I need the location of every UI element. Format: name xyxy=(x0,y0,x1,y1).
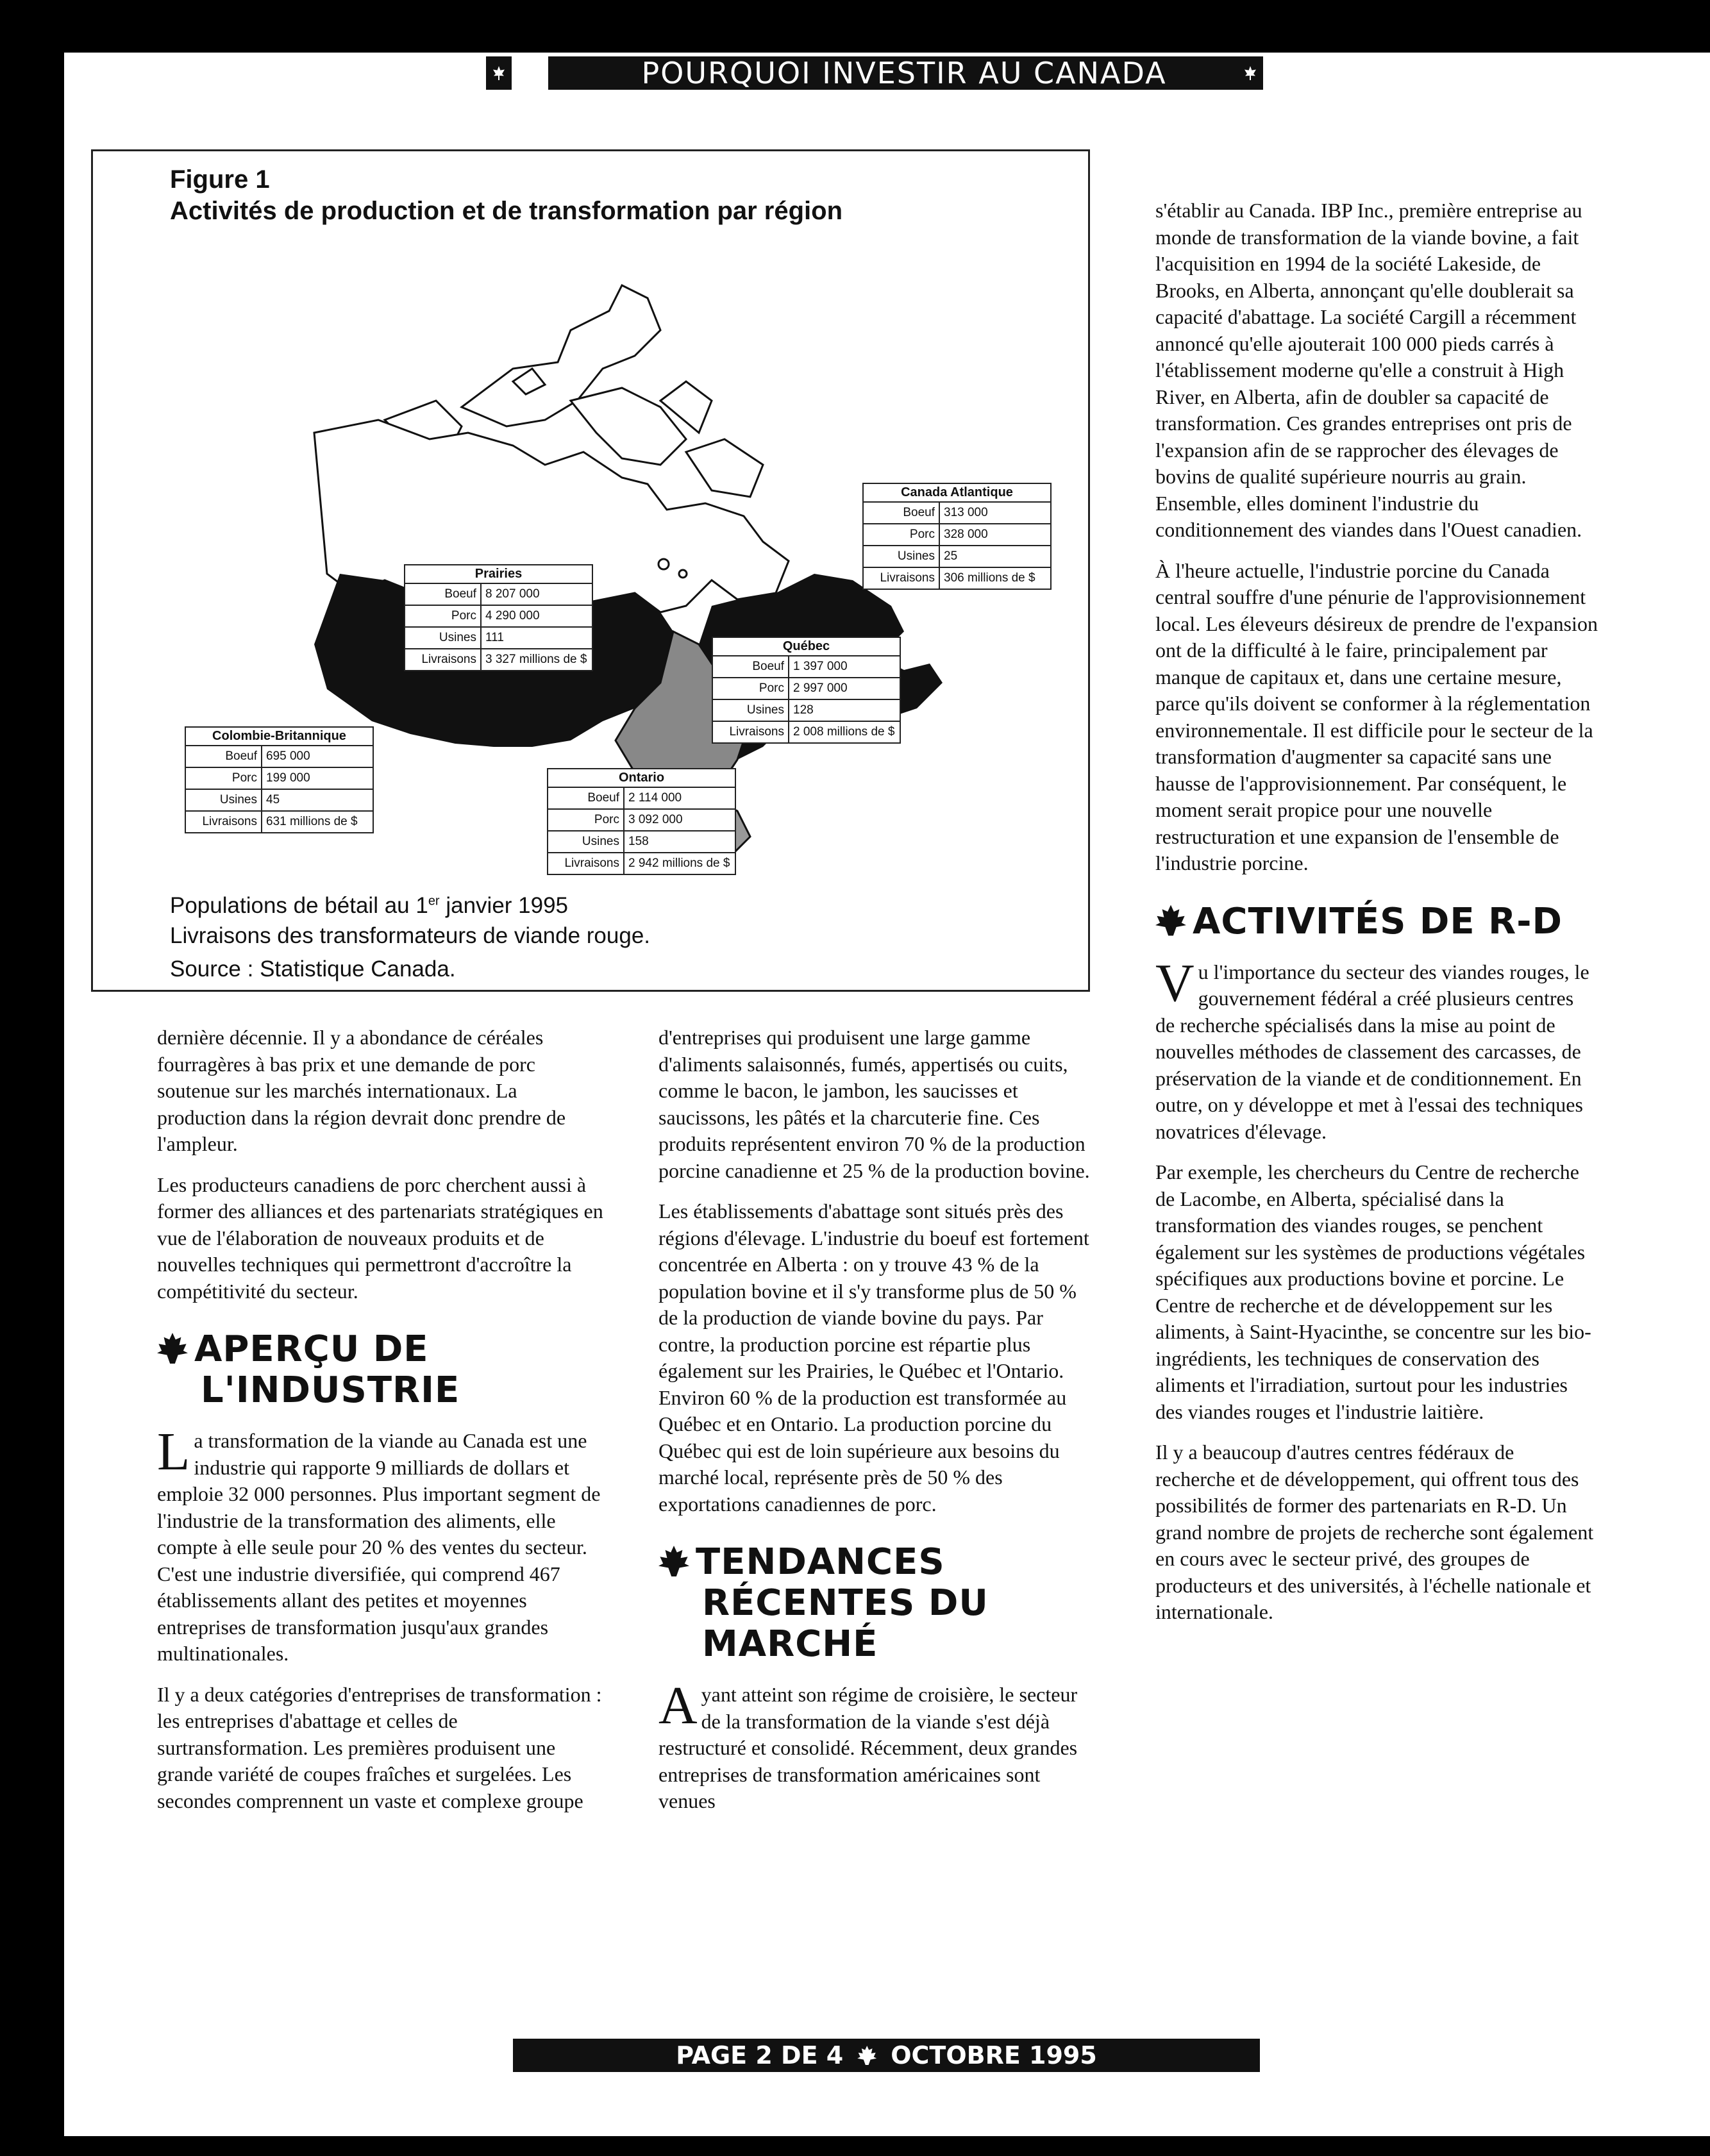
paragraph: s'établir au Canada. IBP Inc., première entreprise au monde de transformation de la viande bovine, a fait l'acquisition en 1994 de la société Lakeside, de Brooks, en Alberta, annonçant qu'elle doublerait sa capacité d'abattage. La société Cargill a récemment annoncé qu'elle ajouterait 100 000 pieds carrés à l'établissement moderne qu'elle a construit à High River, en Alberta, afin de doubler sa capacité de transformation. Ces grandes entreprises ont pris de l'expansion afin de se rapprocher des élevages de bovins de qualité supérieure nourris au grain. Ensemble, elles dominent l'industrie du conditionnement des viandes dans l'Ouest canadien. xyxy=(1155,199,1582,541)
drop-cap: A xyxy=(658,1676,698,1735)
row-key: Boeuf xyxy=(712,656,789,678)
row-value: 2 114 000 xyxy=(624,787,735,809)
row-key: Livraisons xyxy=(712,721,789,743)
row-value: 3 092 000 xyxy=(624,809,735,831)
row-value: 631 millions de $ xyxy=(262,811,373,833)
row-key: Livraisons xyxy=(405,649,481,671)
table-row xyxy=(405,583,592,605)
row-value: 1 397 000 xyxy=(789,656,900,678)
row-key: Usines xyxy=(863,546,939,567)
maple-leaf-icon xyxy=(1155,905,1186,936)
row-value: 306 millions de $ xyxy=(939,567,1051,589)
paragraph: Ayant atteint son régime de croisière, le secteur de la transformation de la viande s'est déjà restructuré et consolidé. Récemment, deux grandes entreprises de transformation américaines sont venues xyxy=(658,1676,1078,1812)
row-key: Porc xyxy=(405,605,481,627)
table-row xyxy=(405,627,592,649)
row-value: 695 000 xyxy=(262,746,373,767)
row-key: Porc xyxy=(863,524,939,546)
section-heading-trends: TENDANCES RÉCENTES DU MARCHÉ xyxy=(658,1542,1101,1665)
table-row xyxy=(863,502,1051,524)
table-row xyxy=(185,811,373,833)
region-name: Ontario xyxy=(547,768,736,787)
row-key: Boeuf xyxy=(185,746,262,767)
drop-cap: L xyxy=(157,1422,190,1482)
region-table-british-columbia xyxy=(185,726,374,833)
row-key: Porc xyxy=(185,767,262,789)
section-heading-overview: APERÇU DE L'INDUSTRIE xyxy=(157,1329,606,1411)
row-key: Livraisons xyxy=(185,811,262,833)
row-key: Livraisons xyxy=(548,853,624,874)
row-value: 4 290 000 xyxy=(481,605,592,627)
footer-banner xyxy=(513,2039,1260,2072)
paragraph: Les producteurs canadiens de porc cherchent aussi à former des alliances et des partenariats stratégiques en vue de l'élaboration de nouveaux produits et de nouvelles techniques qui permettront d'accroître la compétitivité du secteur. xyxy=(157,1173,603,1303)
table-row xyxy=(405,649,592,671)
row-key: Porc xyxy=(548,809,624,831)
section-heading-rd: ACTIVITÉS DE R-D xyxy=(1155,901,1598,942)
table-row xyxy=(185,767,373,789)
table-row xyxy=(185,789,373,811)
table-row xyxy=(863,524,1051,546)
table-row xyxy=(548,831,735,853)
figure-label: Figure 1 xyxy=(170,165,270,194)
table-row xyxy=(712,721,900,743)
row-key: Usines xyxy=(185,789,262,811)
row-value: 111 xyxy=(481,627,592,649)
row-value: 313 000 xyxy=(939,502,1051,524)
header-banner xyxy=(548,56,1260,90)
region-name: Canada Atlantique xyxy=(862,483,1052,501)
paragraph: dernière décennie. Il y a abondance de céréales fourragères à bas prix et une demande de porc soutenue sur les marchés internationaux. La production dans la région devrait donc prendre de l'ampleur. xyxy=(157,1026,566,1155)
table-row xyxy=(548,809,735,831)
row-value: 45 xyxy=(262,789,373,811)
row-value: 158 xyxy=(624,831,735,853)
island-dot xyxy=(679,570,687,578)
paragraph: Il y a deux catégories d'entreprises de transformation : les entreprises d'abattage et celles de surtransformation. Les premières produisent une grande variété de coupes fraîches et surgelées. Les secondes comprennent un vaste et complexe groupe xyxy=(157,1682,602,1812)
row-key: Usines xyxy=(712,699,789,721)
table-row xyxy=(863,546,1051,567)
table-row xyxy=(863,567,1051,589)
paragraph: Il y a beaucoup d'autres centres fédéraux de recherche et de développement, qui offrent tous des possibilités de former des partenariats en R-D. Un grand nombre de projets de recherche sont également en cours avec le secteur privé, des groupes de producteurs et des universités, à l'échelle nationale et internationale. xyxy=(1155,1441,1594,1623)
paragraph: La transformation de la viande au Canada est une industrie qui rapporte 9 milliards de dollars et emploie 32 000 personnes. Plus important segment de l'industrie de la transformation des aliments, elle compte à elle seule pour 20 % des ventes du secteur. C'est une industrie diversifiée, qui comprend 467 établissements allant des petites et moyennes entreprises de transformation jusqu'aux grandes multinationales. xyxy=(157,1422,601,1665)
figure-note-shipments: Livraisons des transformateurs de viande rouge. xyxy=(170,923,651,948)
row-value: 8 207 000 xyxy=(481,583,592,605)
paragraph: Par exemple, les chercheurs du Centre de recherche de Lacombe, en Alberta, spécialisé dans la transformation des viandes rouges, se penchent également sur les systèmes de productions végétales spécifiques aux productions bovine et porcine. Le Centre de recherche et de développement sur les aliments, à Saint-Hyacinthe, se concentre sur les bio-ingrédients, les techniques de conservation des aliments et l'irradiation, surtout pour les industries des viandes rouges et l'industrie laitière. xyxy=(1155,1160,1591,1423)
drop-cap: V xyxy=(1155,953,1194,1013)
page-number: PAGE 2 DE 4 xyxy=(676,2041,844,2069)
figure-source: Source : Statistique Canada. xyxy=(170,957,456,982)
row-key: Usines xyxy=(548,831,624,853)
row-value: 2 008 millions de $ xyxy=(789,721,900,743)
row-value: 199 000 xyxy=(262,767,373,789)
table-row xyxy=(405,605,592,627)
maple-leaf-icon xyxy=(857,2046,876,2065)
header-title: POURQUOI INVESTIR AU CANADA xyxy=(641,56,1167,90)
row-value: 3 327 millions de $ xyxy=(481,649,592,671)
row-key: Boeuf xyxy=(405,583,481,605)
paragraph: d'entreprises qui produisent une large gamme d'aliments salaisonnés, fumés, appertisés ou cuits, comme le bacon, le jambon, les saucisses et saucissons, les pâtés et la charcuterie fine. Ces produits représentent environ 70 % de la production porcine canadienne et 25 % de la production bovine. xyxy=(658,1026,1090,1182)
paragraph: À l'heure actuelle, l'industrie porcine du Canada central souffre d'une pénurie de l'approvisionnement local. Les éleveurs désireux de prendre de l'expansion ont de la difficulté à le faire, principalement par manque de capitaux et, dans une certaine mesure, parce qu'ils doivent se conformer à la réglementation environnementale. Il est difficile pour le secteur de la transformation d'augmenter sa capacité sans une hausse de l'approvisionnement. Par conséquent, le moment serait propice pour une nouvelle restructuration et une expansion de l'ensemble de l'industrie porcine. xyxy=(1155,558,1598,874)
maple-leaf-icon xyxy=(658,1546,689,1576)
row-value: 328 000 xyxy=(939,524,1051,546)
table-row xyxy=(185,746,373,767)
table-row xyxy=(548,853,735,874)
paragraph: Vu l'importance du secteur des viandes rouges, le gouvernement fédéral a créé plusieurs centres de recherche spécialisés dans la mise au point de nouvelles méthodes de classement des carcasses, de préservation de la viande et de conditionnement. En outre, on y développe et met à l'essai des techniques novatrices d'élevage. xyxy=(1155,953,1589,1143)
table-row xyxy=(712,678,900,699)
figure-title: Activités de production et de transformation par région xyxy=(170,197,843,225)
row-key: Livraisons xyxy=(863,567,939,589)
column-3 xyxy=(1155,197,1598,1640)
row-key: Boeuf xyxy=(548,787,624,809)
column-2 xyxy=(658,1024,1101,1829)
maple-leaf-icon xyxy=(157,1333,188,1364)
row-key: Boeuf xyxy=(863,502,939,524)
table-row xyxy=(712,656,900,678)
canada-flag-icon xyxy=(1237,56,1263,90)
row-value: 2 997 000 xyxy=(789,678,900,699)
region-name: Québec xyxy=(712,637,901,655)
issue-date: OCTOBRE 1995 xyxy=(891,2041,1097,2069)
table-row xyxy=(548,787,735,809)
table-row xyxy=(712,699,900,721)
row-key: Porc xyxy=(712,678,789,699)
region-name: Prairies xyxy=(404,564,593,583)
region-table-quebec xyxy=(712,637,901,744)
paragraph: Les établissements d'abattage sont situés près des régions d'élevage. L'industrie du boeuf est fortement concentrée en Alberta : on y trouve 43 % de la population bovine et il s'y transforme plus de 50 % de la production de viande bovine du pays. Par contre, la production porcine est répartie plus également sur les Prairies, le Québec et l'Ontario. Environ 60 % de la production est transformée au Québec et en Ontario. La production porcine du Québec qui est de loin supérieure aux besoins du marché local, représente près de 50 % des exportations canadiennes de porc. xyxy=(658,1199,1089,1516)
row-value: 128 xyxy=(789,699,900,721)
figure-note-livestock: Populations de bétail au 1er janvier 1995 xyxy=(170,893,569,918)
region-table-prairies xyxy=(404,564,593,671)
region-table-atlantic xyxy=(862,483,1052,590)
row-value: 25 xyxy=(939,546,1051,567)
island-dot xyxy=(658,559,669,569)
column-1 xyxy=(157,1024,606,1828)
region-name: Colombie-Britannique xyxy=(185,726,374,745)
row-key: Usines xyxy=(405,627,481,649)
canada-flag-icon xyxy=(486,56,512,90)
row-value: 2 942 millions de $ xyxy=(624,853,735,874)
region-table-ontario xyxy=(547,768,736,875)
